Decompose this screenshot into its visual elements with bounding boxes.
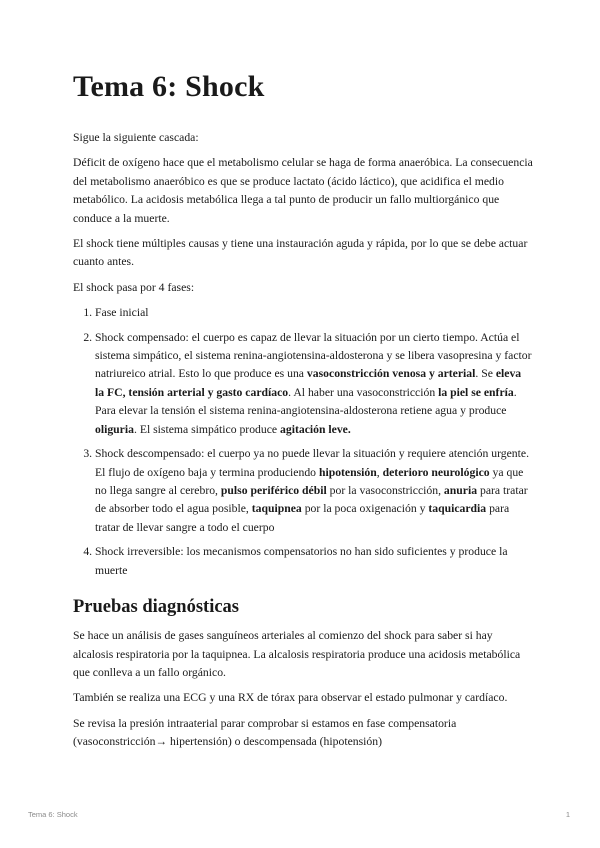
intro-paragraph: Sigue la siguiente cascada: [73,131,199,144]
phase-3-text: por la vasoconstricción, [326,483,444,497]
phase-3-bold-tachypnea: taquipnea [251,502,302,516]
phase-3-bold-hypotension: hipotensión [318,465,377,479]
phase-2-bold-vasoconstriction: vasoconstricción venosa y arterial [306,367,476,381]
diagnostics-paragraph-1: Se hace un análisis de gases sanguíneos arteriales al comienzo del shock para saber si hay alcalosis respiratoria por la taquipnea. La alcalosis respiratoria produce una acidosis metabólica que conlleva a un fallo orgánico. [73,629,521,679]
phase-4-text: Shock irreversible: los mecanismos compensatorios no han sido suficientes y produce la muerte [95,545,508,577]
phase-3-text: ya que no llega sangre al cerebro, [95,465,524,497]
phases-list [73,304,533,580]
phase-item-3 [95,445,533,537]
phase-3-bold-tachycardia: taquicardia [428,502,487,516]
page-title: Tema 6: Shock [73,70,265,103]
phase-3-text: para tratar de llevar sangre a todo el cuerpo [95,502,510,534]
diagnostics-paragraph-3: Se revisa la presión intraaterial parar comprobar si estamos en fase compensatoria (vasoconstricción→ hipertensión) o descompensada (hipotensión) [73,716,457,749]
phase-item-1 [95,304,533,322]
phases-intro-paragraph: El shock pasa por 4 fases: [73,280,195,294]
phase-item-4 [95,543,533,580]
phase-3-text: Shock descompensado: el cuerpo ya no puede llevar la situación y requiere atención urgente. El flujo de oxígeno baja y termina produciendo [95,447,530,479]
phase-2-bold-oliguria: oliguria [95,422,134,436]
phase-2-bold-heart-rate: eleva la FC, tensión arterial y gasto cardíaco [95,367,522,399]
document-page [73,70,533,759]
phase-3-text: por la poca oxigenación y [301,502,429,516]
section-heading-diagnostics: Pruebas diagnósticas [73,596,240,617]
phase-3-bold-pulse: pulso periférico débil [220,483,327,497]
footer-page-number: 1 [565,810,570,819]
phase-2-text: Shock compensado: el cuerpo es capaz de llevar la situación por un cierto tiempo. Actúa el sistema simpático, el sistema renina-angiotensina-aldosterona y se libera vasopresina y factor natriureico atrial. Esto lo que produce es una [95,330,532,381]
phase-3-bold-anuria: anuria [443,483,478,497]
phase-item-2 [95,329,533,439]
diagnostics-paragraph-2: También se realiza una ECG y una RX de tórax para observar el estado pulmonar y cardíaco. [73,691,508,705]
footer-document-title: Tema 6: Shock [28,810,78,819]
phase-2-bold-skin: la piel se enfría [438,385,514,399]
phase-2-bold-agitation: agitación leve. [280,422,351,436]
phase-3-bold-neuro: deterioro neurológico [382,465,490,479]
phase-3-text: para tratar de absorber todo el agua posible, [95,483,528,516]
causes-paragraph: El shock tiene múltiples causas y tiene una instauración aguda y rápida, por lo que se debe actuar cuanto antes. [73,237,528,269]
phase-2-text: . Al haber una vasoconstricción [288,385,439,399]
phase-2-text: . El sistema simpático produce [133,422,281,436]
phase-2-text: . Para elevar la tensión el sistema renina-angiotensina-aldosterona retiene agua y produce [95,385,517,418]
phase-3-text: , [376,465,383,479]
phase-2-text: . Se [475,367,496,381]
phase-1-text: Fase inicial [95,306,149,320]
cascade-paragraph: Déficit de oxígeno hace que el metabolismo celular se haga de forma anaeróbica. La consecuencia del metabolismo anaeróbico es que se produce lactato (ácido láctico), que acidifica el medio metabólico. La acidosis metabólica llega a tal punto de producir un fallo multiorgánico que conduce a la muerte. [73,156,533,225]
